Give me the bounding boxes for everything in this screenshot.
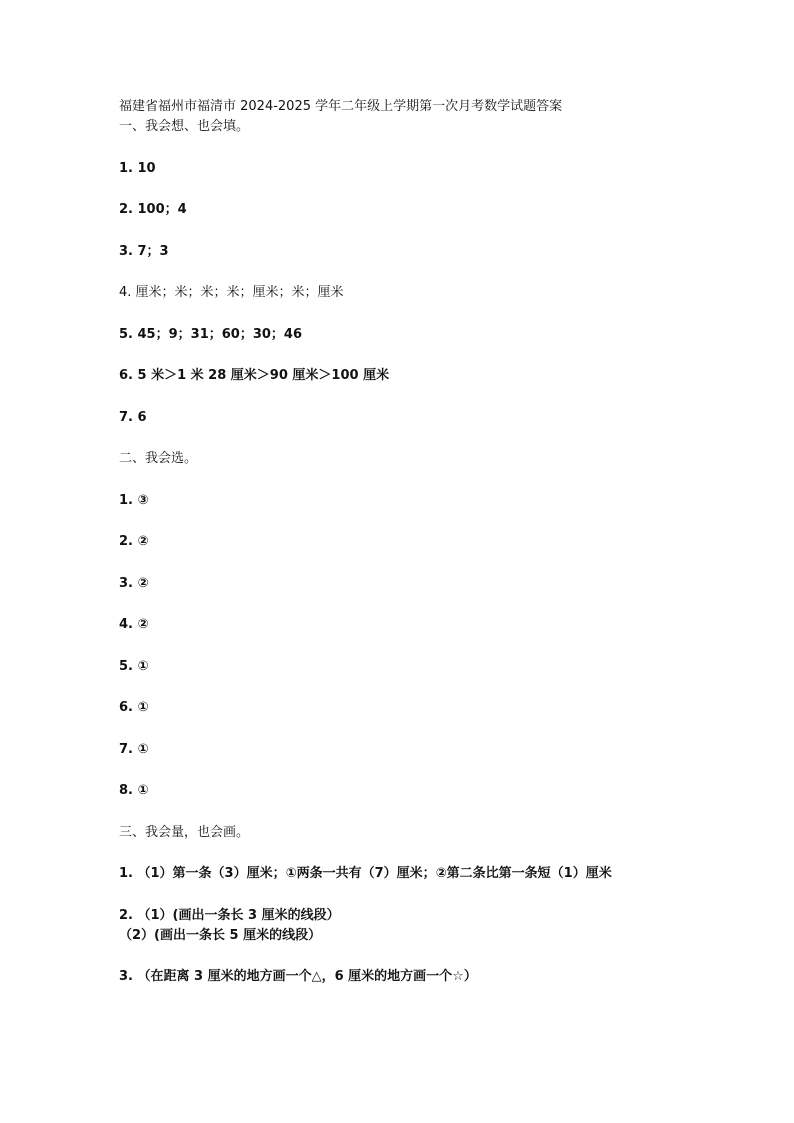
section1-heading: 一、我会想、也会填。 <box>119 119 250 134</box>
section2-item-8: 8. ① <box>119 783 149 798</box>
section3-heading: 三、我会量，也会画。 <box>119 824 250 840</box>
section3-item-2-line-1: 2. （1）(画出一条长 3 厘米的线段） <box>119 907 340 923</box>
section1-item-5: 5. 45；9；31；60；30；46 <box>119 326 303 342</box>
section1-item-3: 3. 7；3 <box>119 243 169 259</box>
section2-item-3: 3. ② <box>119 575 149 591</box>
section3-item-2-line-2: （2）(画出一条长 5 厘米的线段） <box>119 927 322 943</box>
section2-heading: 二、我会选。 <box>119 451 198 466</box>
section1-item-2: 2. 100；4 <box>119 202 187 217</box>
section1-item-6: 6. 5 米＞1 米 28 厘米＞90 厘米＞100 厘米 <box>119 368 390 383</box>
section2-item-1: 1. ③ <box>119 492 149 508</box>
document-title: 福建省福州市福清市 2024-2025 学年二年级上学期第一次月考数学试题答案 <box>119 99 563 114</box>
section1-item-7: 7. 6 <box>119 409 147 425</box>
section3-item-1: 1. （1）第一条（3）厘米；①两条一共有（7）厘米；②第二条比第一条短（1）厘米 <box>119 866 612 881</box>
section3-item-3: 3. （在距离 3 厘米的地方画一个△，6 厘米的地方画一个☆） <box>119 969 477 984</box>
section2-item-6: 6. ① <box>119 700 149 715</box>
section2-item-4: 4. ② <box>119 617 149 632</box>
section2-item-2: 2. ② <box>119 534 149 549</box>
section2-item-5: 5. ① <box>119 658 149 674</box>
section2-item-7: 7. ① <box>119 741 149 757</box>
section1-item-4: 4. 厘米；米；米；米；厘米；米；厘米 <box>119 285 344 300</box>
section1-item-1: 1. 10 <box>119 160 156 176</box>
answer-document <box>119 97 719 987</box>
